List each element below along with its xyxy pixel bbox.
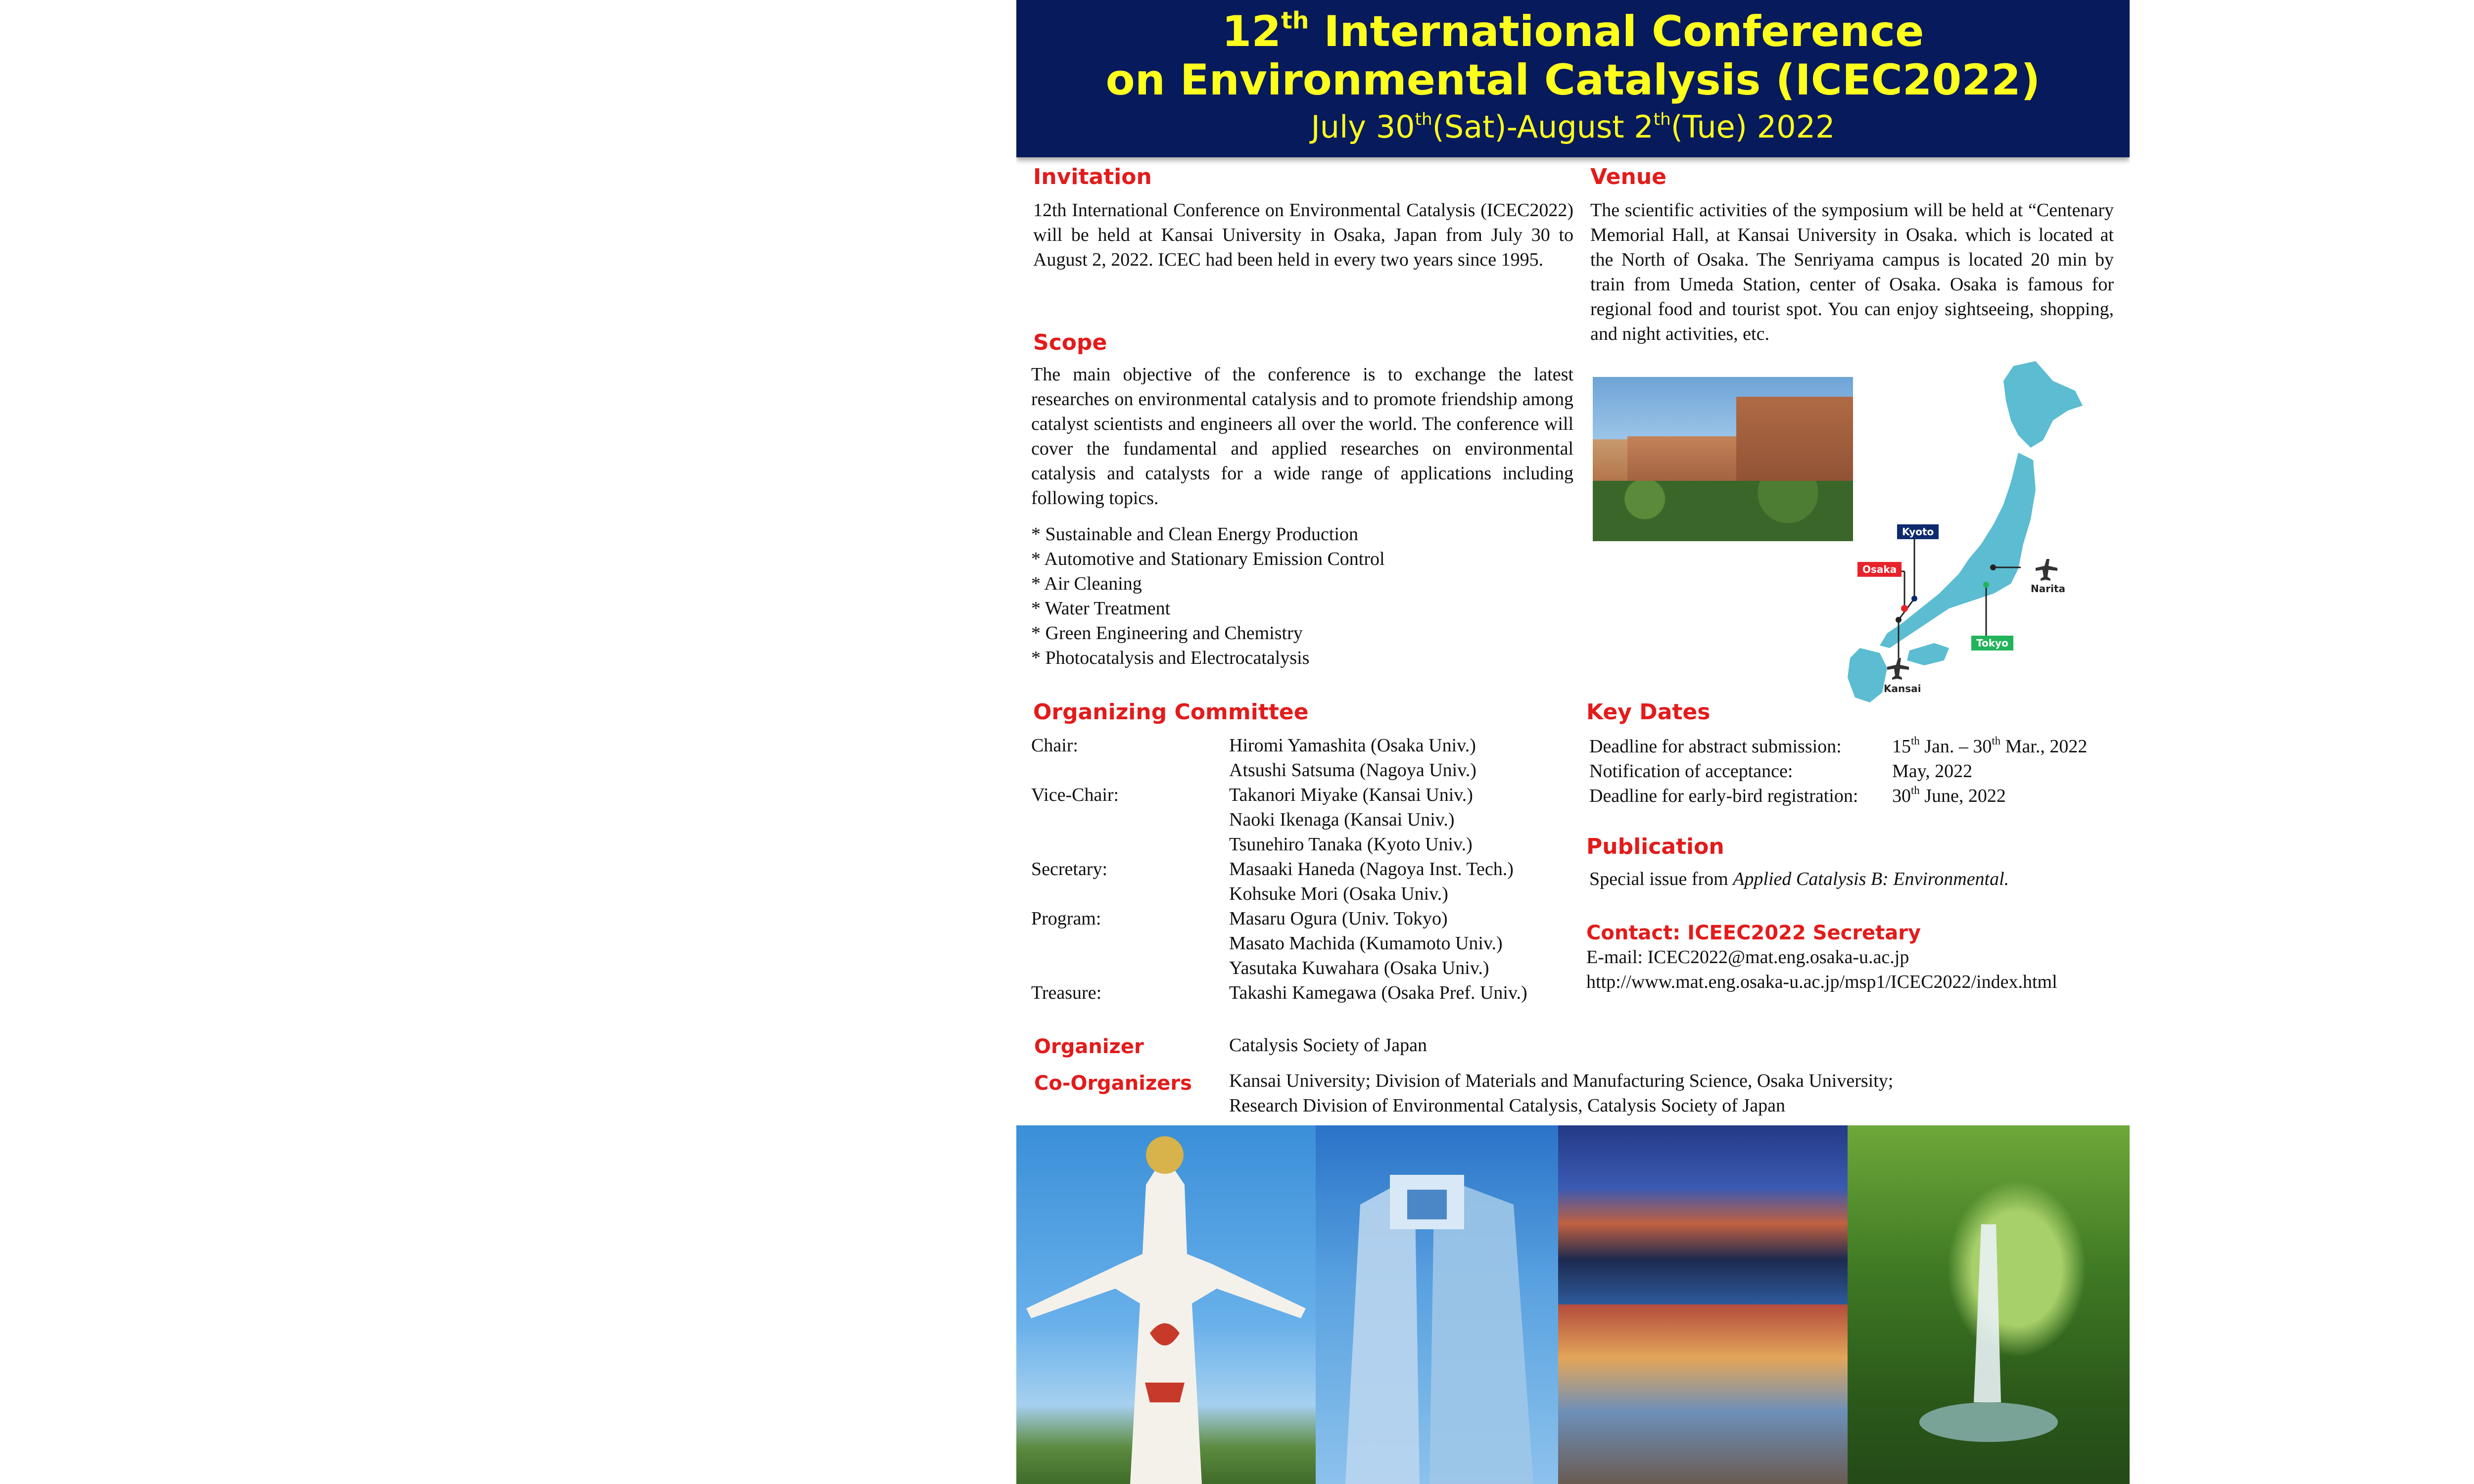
committee-member: Masato Machida (Kumamoto Univ.) <box>1229 933 1503 954</box>
map-label-kansai: Kansai <box>1884 683 1921 695</box>
skyscraper-image <box>1316 1125 1558 1484</box>
photo-shinsekai-street <box>1558 1304 1848 1484</box>
abstract-deadline: 15th Jan. – 30th Mar., 2022 <box>1892 735 2088 757</box>
key-dates-heading: Key Dates <box>1586 699 1711 725</box>
committee-member: Kohsuke Mori (Osaka Univ.) <box>1229 883 1448 904</box>
topic-item: * Green Engineering and Chemistry <box>1031 621 1385 646</box>
topic-item: * Photocatalysis and Electrocatalysis <box>1031 646 1385 670</box>
header-banner <box>1016 0 2130 157</box>
photo-minoo-waterfall <box>1848 1125 2130 1484</box>
journal-name: Applied Catalysis B: Environmental. <box>1733 869 2009 889</box>
japan-map-graphic <box>1786 361 2127 707</box>
contact-heading: Contact: ICEEC2022 Secretary <box>1586 922 1921 944</box>
topic-item: * Automotive and Stationary Emission Control <box>1031 547 1385 571</box>
photo-umeda-sky-building <box>1316 1125 1558 1484</box>
co-organizers-value: Kansai University; Division of Materials and Manufacturing Science, Osaka University; Research Division of Environmental Catalysis, Catalysis Society of Japan <box>1229 1070 1894 1116</box>
invitation-heading: Invitation <box>1033 164 1152 189</box>
role-chair: Chair: <box>1031 735 1078 756</box>
topic-item: * Water Treatment <box>1031 596 1385 621</box>
publication-text: Special issue from Applied Catalysis B: Environmental. <box>1589 869 2009 889</box>
committee-member: Tsunehiro Tanaka (Kyoto Univ.) <box>1229 834 1473 855</box>
contact-url[interactable]: http://www.mat.eng.osaka-u.ac.jp/msp1/ICEC2022/index.html <box>1586 972 2057 992</box>
committee-member: Naoki Ikenaga (Kansai Univ.) <box>1229 809 1455 830</box>
map-label-osaka: Osaka <box>1857 562 1902 577</box>
key-dates-labels <box>1589 734 1858 808</box>
photo-strip <box>1016 1125 2130 1484</box>
conference-dates: July 30th(Sat)-August 2th(Tue) 2022 <box>1311 109 1835 145</box>
map-label-narita: Narita <box>2031 583 2066 595</box>
role-treasure: Treasure: <box>1031 982 1102 1003</box>
committee-member: Takanori Miyake (Kansai Univ.) <box>1229 785 1473 805</box>
committee-member: Hiromi Yamashita (Osaka Univ.) <box>1229 735 1476 756</box>
poster <box>1016 0 2130 1484</box>
key-date-label: Notification of acceptance: <box>1589 761 1793 782</box>
topic-item: * Air Cleaning <box>1031 571 1385 596</box>
contact-details <box>1586 945 2057 994</box>
early-bird-deadline: 30th June, 2022 <box>1892 784 2006 806</box>
role-program: Program: <box>1031 908 1101 929</box>
conference-title-line2: on Environmental Catalysis (ICEC2022) <box>1105 55 2041 105</box>
map-label-tokyo: Tokyo <box>1971 636 2013 650</box>
committee-roles <box>1031 733 1219 1005</box>
photo-osaka-night <box>1558 1125 1848 1304</box>
committee-member: Yasutaka Kuwahara (Osaka Univ.) <box>1229 958 1489 978</box>
venue-heading: Venue <box>1590 164 1666 189</box>
organizer-value: Catalysis Society of Japan <box>1229 1035 1427 1056</box>
invitation-text: 12th International Conference on Environmental Catalysis (ICEC2022) will be held at Kansai University in Osaka, Japan from July 30 to August 2, 2022. ICEC had been held in every two years since 1995. <box>1033 200 1573 270</box>
key-dates-values <box>1892 734 2087 808</box>
map-label-kyoto: Kyoto <box>1897 524 1939 539</box>
tower-image <box>1016 1125 1316 1484</box>
conference-title-line1: 12th International Conference <box>1222 7 1924 56</box>
photo-tower-of-the-sun <box>1016 1125 1316 1484</box>
key-date-label: Deadline for abstract submission: <box>1589 736 1842 757</box>
scope-topics <box>1031 522 1385 670</box>
organizer-heading: Organizer <box>1034 1035 1144 1058</box>
japan-map <box>1786 361 2127 707</box>
role-vice-chair: Vice-Chair: <box>1031 785 1119 805</box>
scope-heading: Scope <box>1033 330 1107 355</box>
key-date-label: Deadline for early-bird registration: <box>1589 786 1858 806</box>
committee-heading: Organizing Committee <box>1033 699 1309 725</box>
scope-text: The main objective of the conference is to exchange the latest researches on environmental catalysis and to promote friendship among catalyst scientists and engineers all over the world. The conference will cover the fundamental and applied researches on environmental catalysis and catalysts for a wide range of applications including following topics. <box>1031 364 1573 509</box>
committee-member: Atsushi Satsuma (Nagoya Univ.) <box>1229 760 1476 781</box>
waterfall-image <box>1848 1125 2130 1484</box>
publication-heading: Publication <box>1586 834 1724 859</box>
acceptance-date: May, 2022 <box>1892 761 1973 782</box>
contact-email[interactable]: E-mail: ICEC2022@mat.eng.osaka-u.ac.jp <box>1586 947 1909 968</box>
role-secretary: Secretary: <box>1031 859 1108 880</box>
committee-member: Masaaki Haneda (Nagoya Inst. Tech.) <box>1229 859 1514 880</box>
venue-text: The scientific activities of the symposium will be held at “Centenary Memorial Hall, at Kansai University in Osaka. which is located at the North of Osaka. The Senriyama campus is located 20 min by train from Umeda Station, center of Osaka. Osaka is famous for regional food and tourist spot. You can enjoy sightseeing, shopping, and night activities, etc. <box>1590 200 2114 344</box>
topic-item: * Sustainable and Clean Energy Production <box>1031 522 1385 547</box>
airplane-icon <box>2036 559 2057 581</box>
committee-member: Masaru Ogura (Univ. Tokyo) <box>1229 908 1448 929</box>
co-organizers-heading: Co-Organizers <box>1034 1072 1192 1095</box>
committee-members <box>1229 733 1527 1005</box>
airplane-icon <box>1887 658 1909 680</box>
committee-member: Takashi Kamegawa (Osaka Pref. Univ.) <box>1229 982 1527 1003</box>
